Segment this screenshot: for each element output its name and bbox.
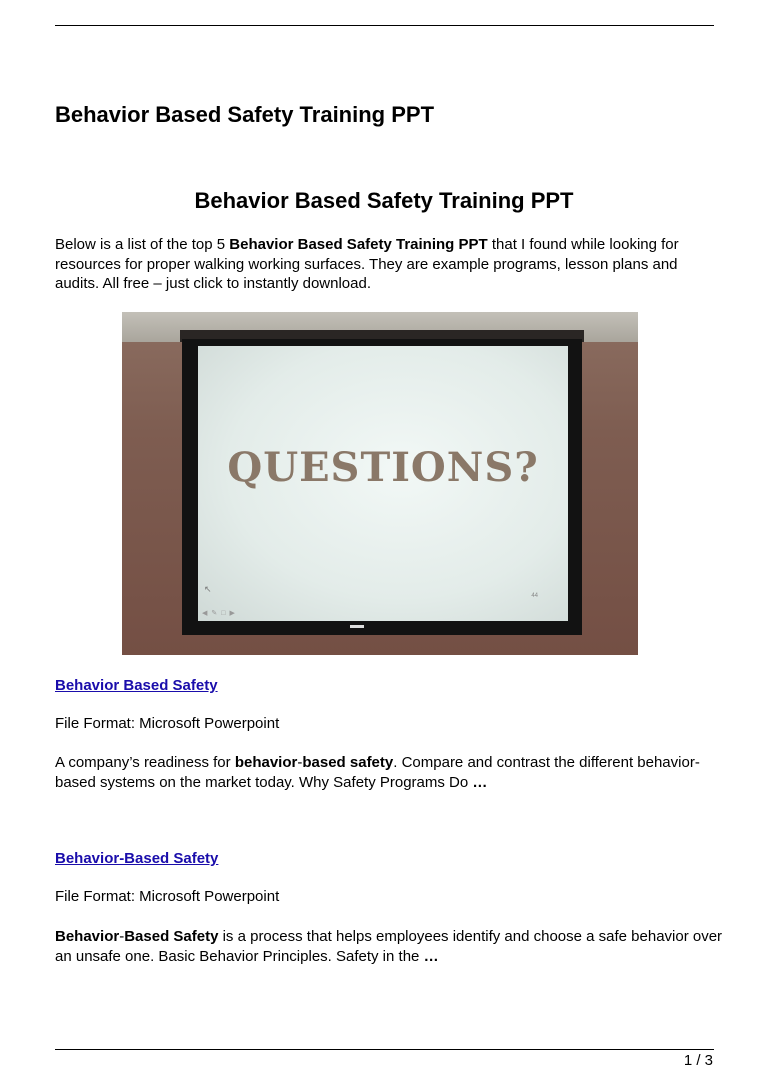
intro-text-end: that I found while looking for resources for proper walking working surfaces. They are example programs, lesson plans and audits. All free – just click to instantly download. xyxy=(55,236,679,292)
document-title: Behavior Based Safety Training PPT xyxy=(55,102,435,127)
result-description-2 xyxy=(55,927,725,966)
intro-keyword: Behavior Based Safety Training PPT xyxy=(229,236,488,253)
intro-text-start: Below is a list of the top 5 xyxy=(55,236,230,253)
mouse-cursor-icon: ↖ xyxy=(204,584,212,594)
page-heading: Behavior Based Safety Training PPT xyxy=(194,188,574,213)
footer-rule xyxy=(55,1049,714,1050)
result-format-2: File Format: Microsoft Powerpoint xyxy=(55,888,280,905)
result-description-1 xyxy=(55,753,725,792)
slide-toolbar-icon: ◀✎□▶ xyxy=(202,610,239,617)
slide-questions-text: QUESTIONS? xyxy=(227,444,539,491)
result-link-2[interactable]: Behavior-Based Safety xyxy=(55,850,219,867)
description-run: - xyxy=(119,928,125,945)
description-run: … xyxy=(472,773,488,791)
header-rule xyxy=(55,25,714,26)
presentation-photo xyxy=(122,312,638,655)
projected-slide xyxy=(198,346,568,621)
description-run: Based Safety xyxy=(124,928,219,945)
description-run: A company’s readiness for xyxy=(55,754,235,771)
result-link-1[interactable]: Behavior Based Safety xyxy=(55,677,218,694)
description-run: . Compare and contrast the different behavior-based systems on the market today. Why Safety Programs Do xyxy=(55,754,700,791)
description-run: based safety xyxy=(302,754,394,771)
page-number: 1 / 3 xyxy=(683,1052,713,1069)
description-run: behavior xyxy=(234,754,298,771)
intro-paragraph xyxy=(55,235,725,294)
description-run: … xyxy=(423,947,439,965)
result-format-1: File Format: Microsoft Powerpoint xyxy=(55,715,280,732)
screen-brand-label xyxy=(350,625,364,628)
description-run: - xyxy=(297,754,303,771)
slide-number: 44 xyxy=(531,593,538,599)
description-run: is a process that helps employees identify and choose a safe behavior over an unsafe one. Basic Behavior Principles. Safety in the xyxy=(55,928,723,965)
description-run: Behavior xyxy=(55,928,120,945)
